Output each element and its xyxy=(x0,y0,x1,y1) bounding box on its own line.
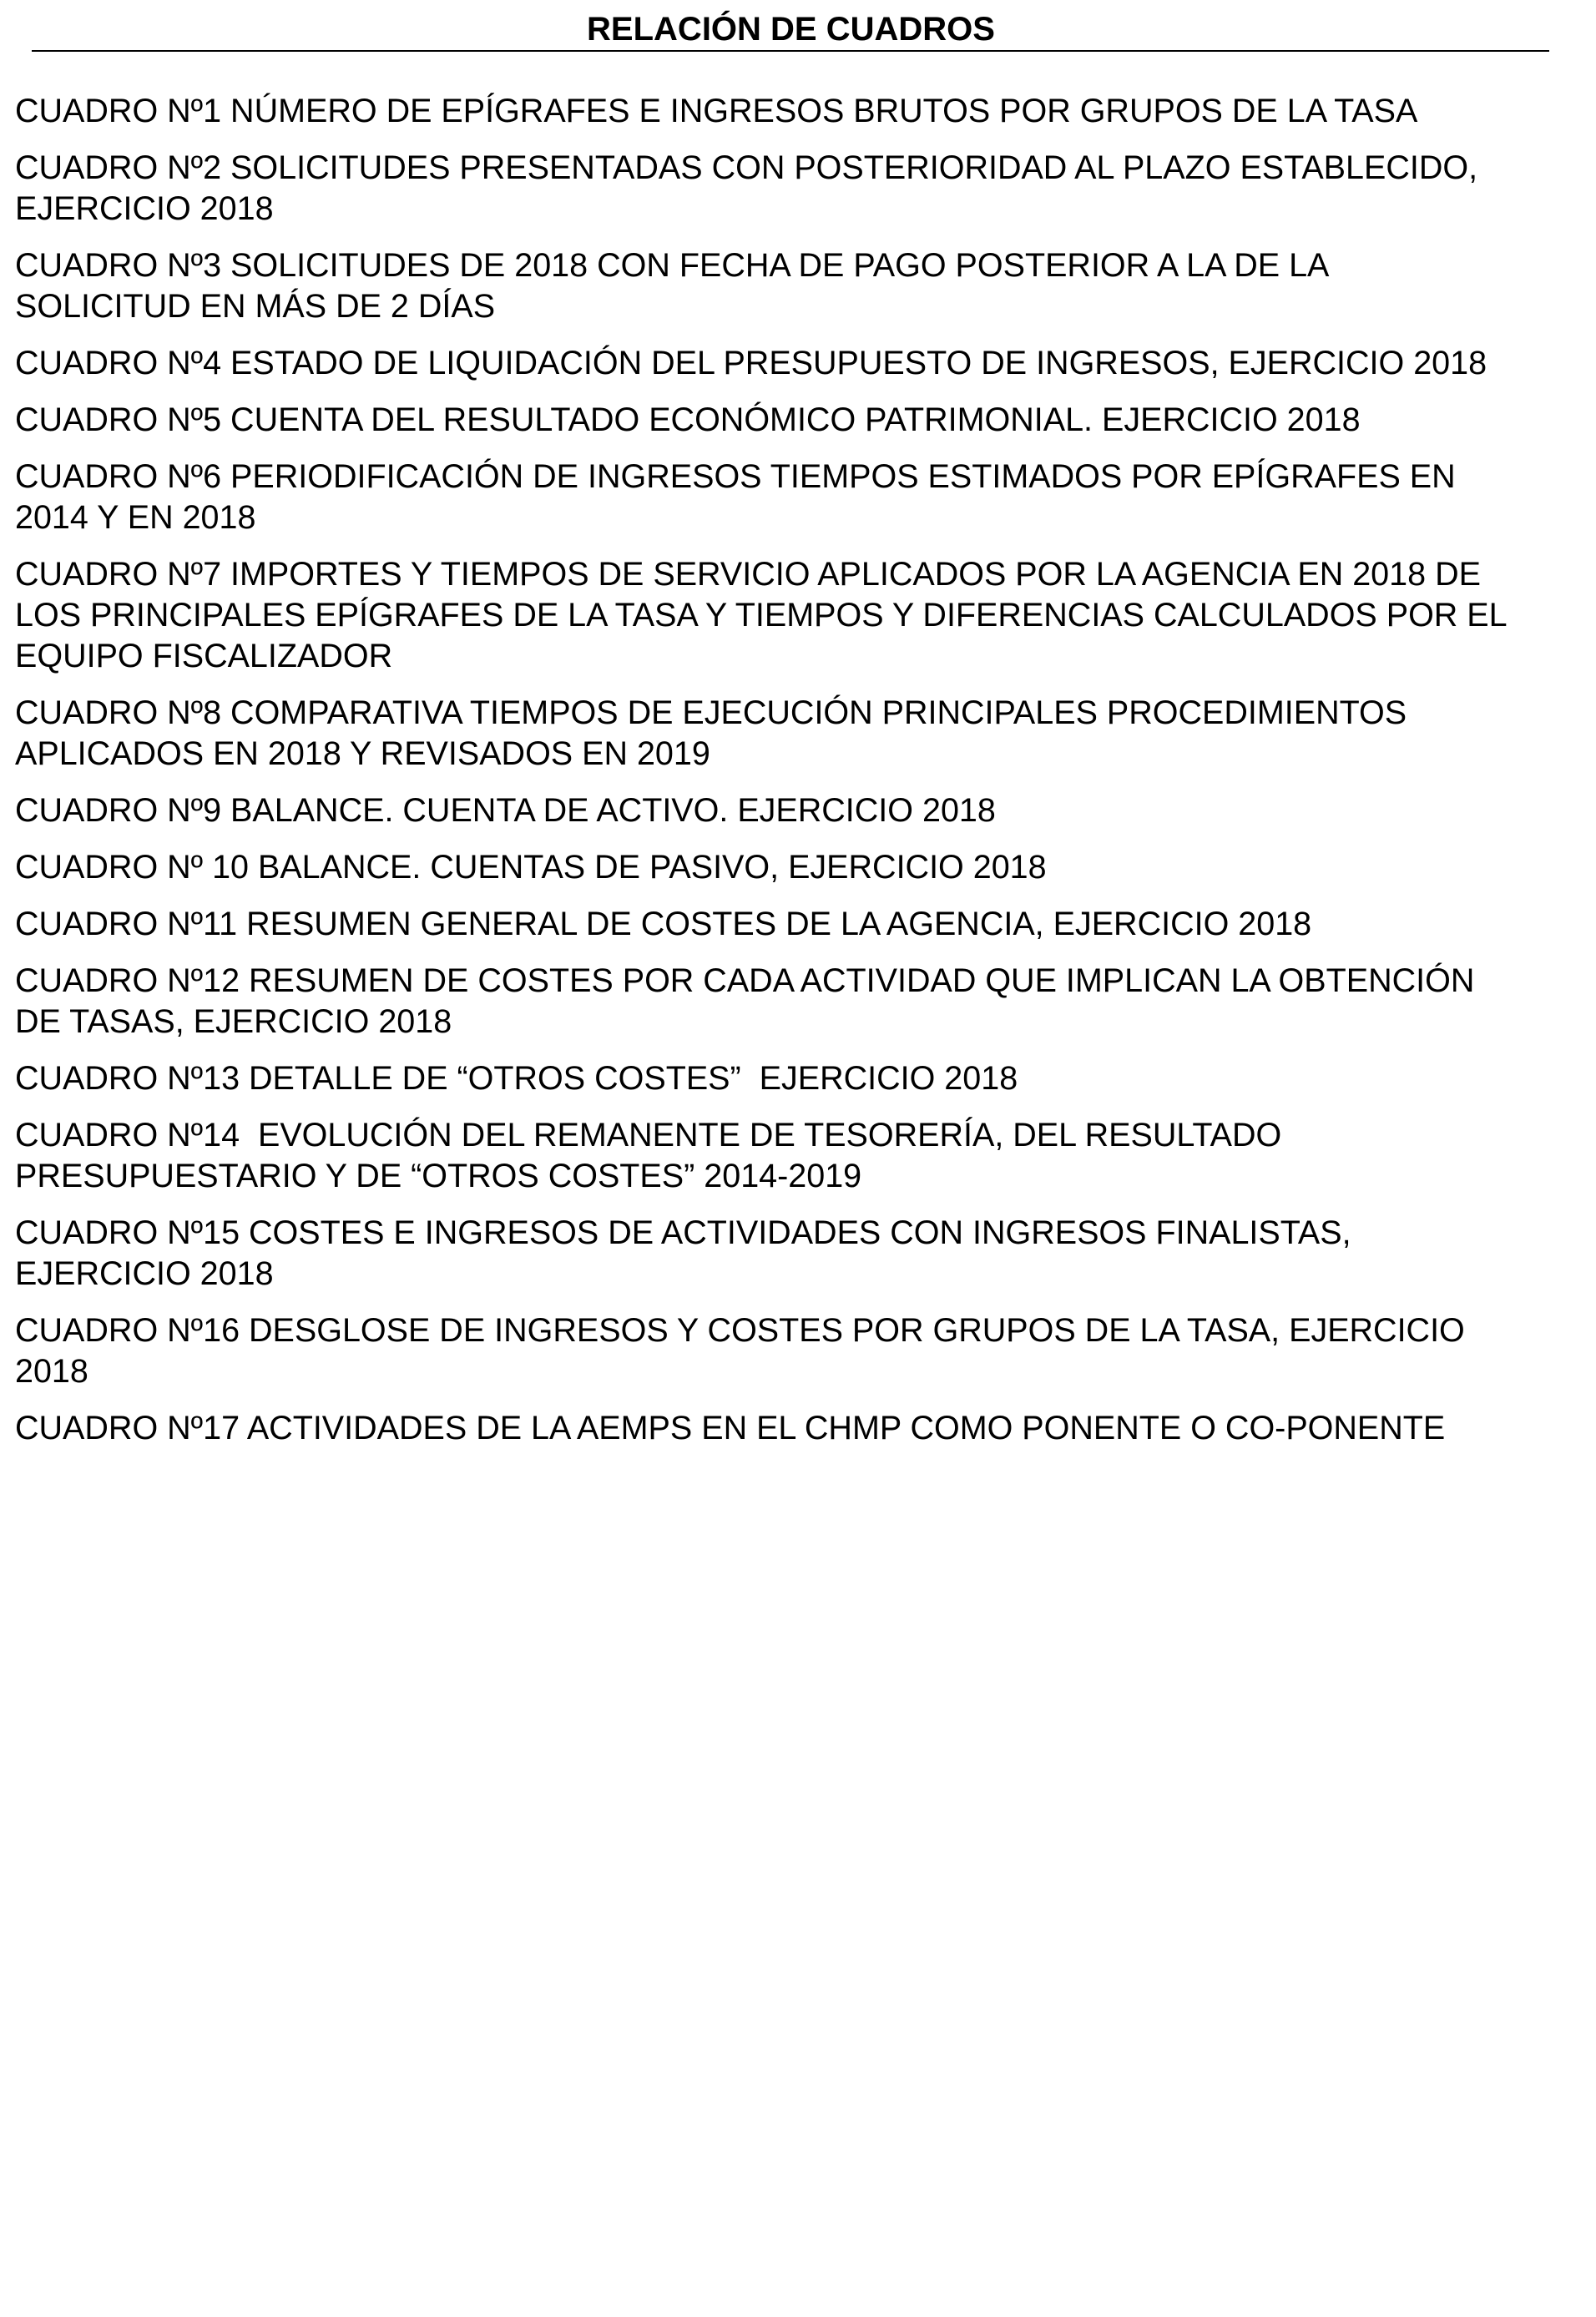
list-item-cuadro-12: CUADRO Nº12 RESUMEN DE COSTES POR CADA ACTIVIDAD QUE IMPLICAN LA OBTENCIÓN DE TASAS, EJERCICIO 2018 xyxy=(15,962,1475,1040)
list-item-cuadro-13: CUADRO Nº13 DETALLE DE “OTROS COSTES” EJERCICIO 2018 xyxy=(15,1060,1018,1097)
list-item-cuadro-3: CUADRO Nº3 SOLICITUDES DE 2018 CON FECHA DE PAGO POSTERIOR A LA DE LA SOLICITUD EN MÁS DE 2 DÍAS xyxy=(15,247,1330,325)
list-item-cuadro-6: CUADRO Nº6 PERIODIFICACIÓN DE INGRESOS TIEMPOS ESTIMADOS POR EPÍGRAFES EN 2014 Y EN 2018 xyxy=(15,458,1456,536)
list-item-cuadro-14: CUADRO Nº14 EVOLUCIÓN DEL REMANENTE DE TESORERÍA, DEL RESULTADO PRESUPUESTARIO Y DE “OTROS COSTES” 2014-2019 xyxy=(15,1117,1282,1194)
list-item-cuadro-11: CUADRO Nº11 RESUMEN GENERAL DE COSTES DE LA AGENCIA, EJERCICIO 2018 xyxy=(15,906,1312,942)
list-item-cuadro-17: CUADRO Nº17 ACTIVIDADES DE LA AEMPS EN EL CHMP COMO PONENTE O CO-PONENTE xyxy=(15,1410,1446,1446)
list-item-cuadro-2: CUADRO Nº2 SOLICITUDES PRESENTADAS CON POSTERIORIDAD AL PLAZO ESTABLECIDO, EJERCICIO 2018 xyxy=(15,149,1478,227)
list-item-cuadro-7: CUADRO Nº7 IMPORTES Y TIEMPOS DE SERVICIO APLICADOS POR LA AGENCIA EN 2018 DE LOS PRINCIPALES EPÍGRAFES DE LA TASA Y TIEMPOS Y DIFERENCIAS CALCULADOS POR EL EQUIPO FISCALIZADOR xyxy=(15,556,1508,674)
title-underline xyxy=(32,50,1549,52)
page-title: RELACIÓN DE CUADROS xyxy=(587,11,995,48)
list-item-cuadro-10: CUADRO Nº 10 BALANCE. CUENTAS DE PASIVO, EJERCICIO 2018 xyxy=(15,849,1047,886)
table-list xyxy=(15,91,1596,1465)
list-item-cuadro-9: CUADRO Nº9 BALANCE. CUENTA DE ACTIVO. EJERCICIO 2018 xyxy=(15,792,996,829)
list-item-cuadro-16: CUADRO Nº16 DESGLOSE DE INGRESOS Y COSTES POR GRUPOS DE LA TASA, EJERCICIO 2018 xyxy=(15,1312,1465,1390)
list-item-cuadro-1: CUADRO Nº1 NÚMERO DE EPÍGRAFES E INGRESOS BRUTOS POR GRUPOS DE LA TASA xyxy=(15,93,1418,129)
list-item-cuadro-15: CUADRO Nº15 COSTES E INGRESOS DE ACTIVIDADES CON INGRESOS FINALISTAS, EJERCICIO 2018 xyxy=(15,1214,1351,1292)
list-item-cuadro-4: CUADRO Nº4 ESTADO DE LIQUIDACIÓN DEL PRESUPUESTO DE INGRESOS, EJERCICIO 2018 xyxy=(15,345,1487,381)
list-item-cuadro-8: CUADRO Nº8 COMPARATIVA TIEMPOS DE EJECUCIÓN PRINCIPALES PROCEDIMIENTOS APLICADOS EN 2018 Y REVISADOS EN 2019 xyxy=(15,694,1407,772)
list-item-cuadro-5: CUADRO Nº5 CUENTA DEL RESULTADO ECONÓMICO PATRIMONIAL. EJERCICIO 2018 xyxy=(15,401,1361,438)
